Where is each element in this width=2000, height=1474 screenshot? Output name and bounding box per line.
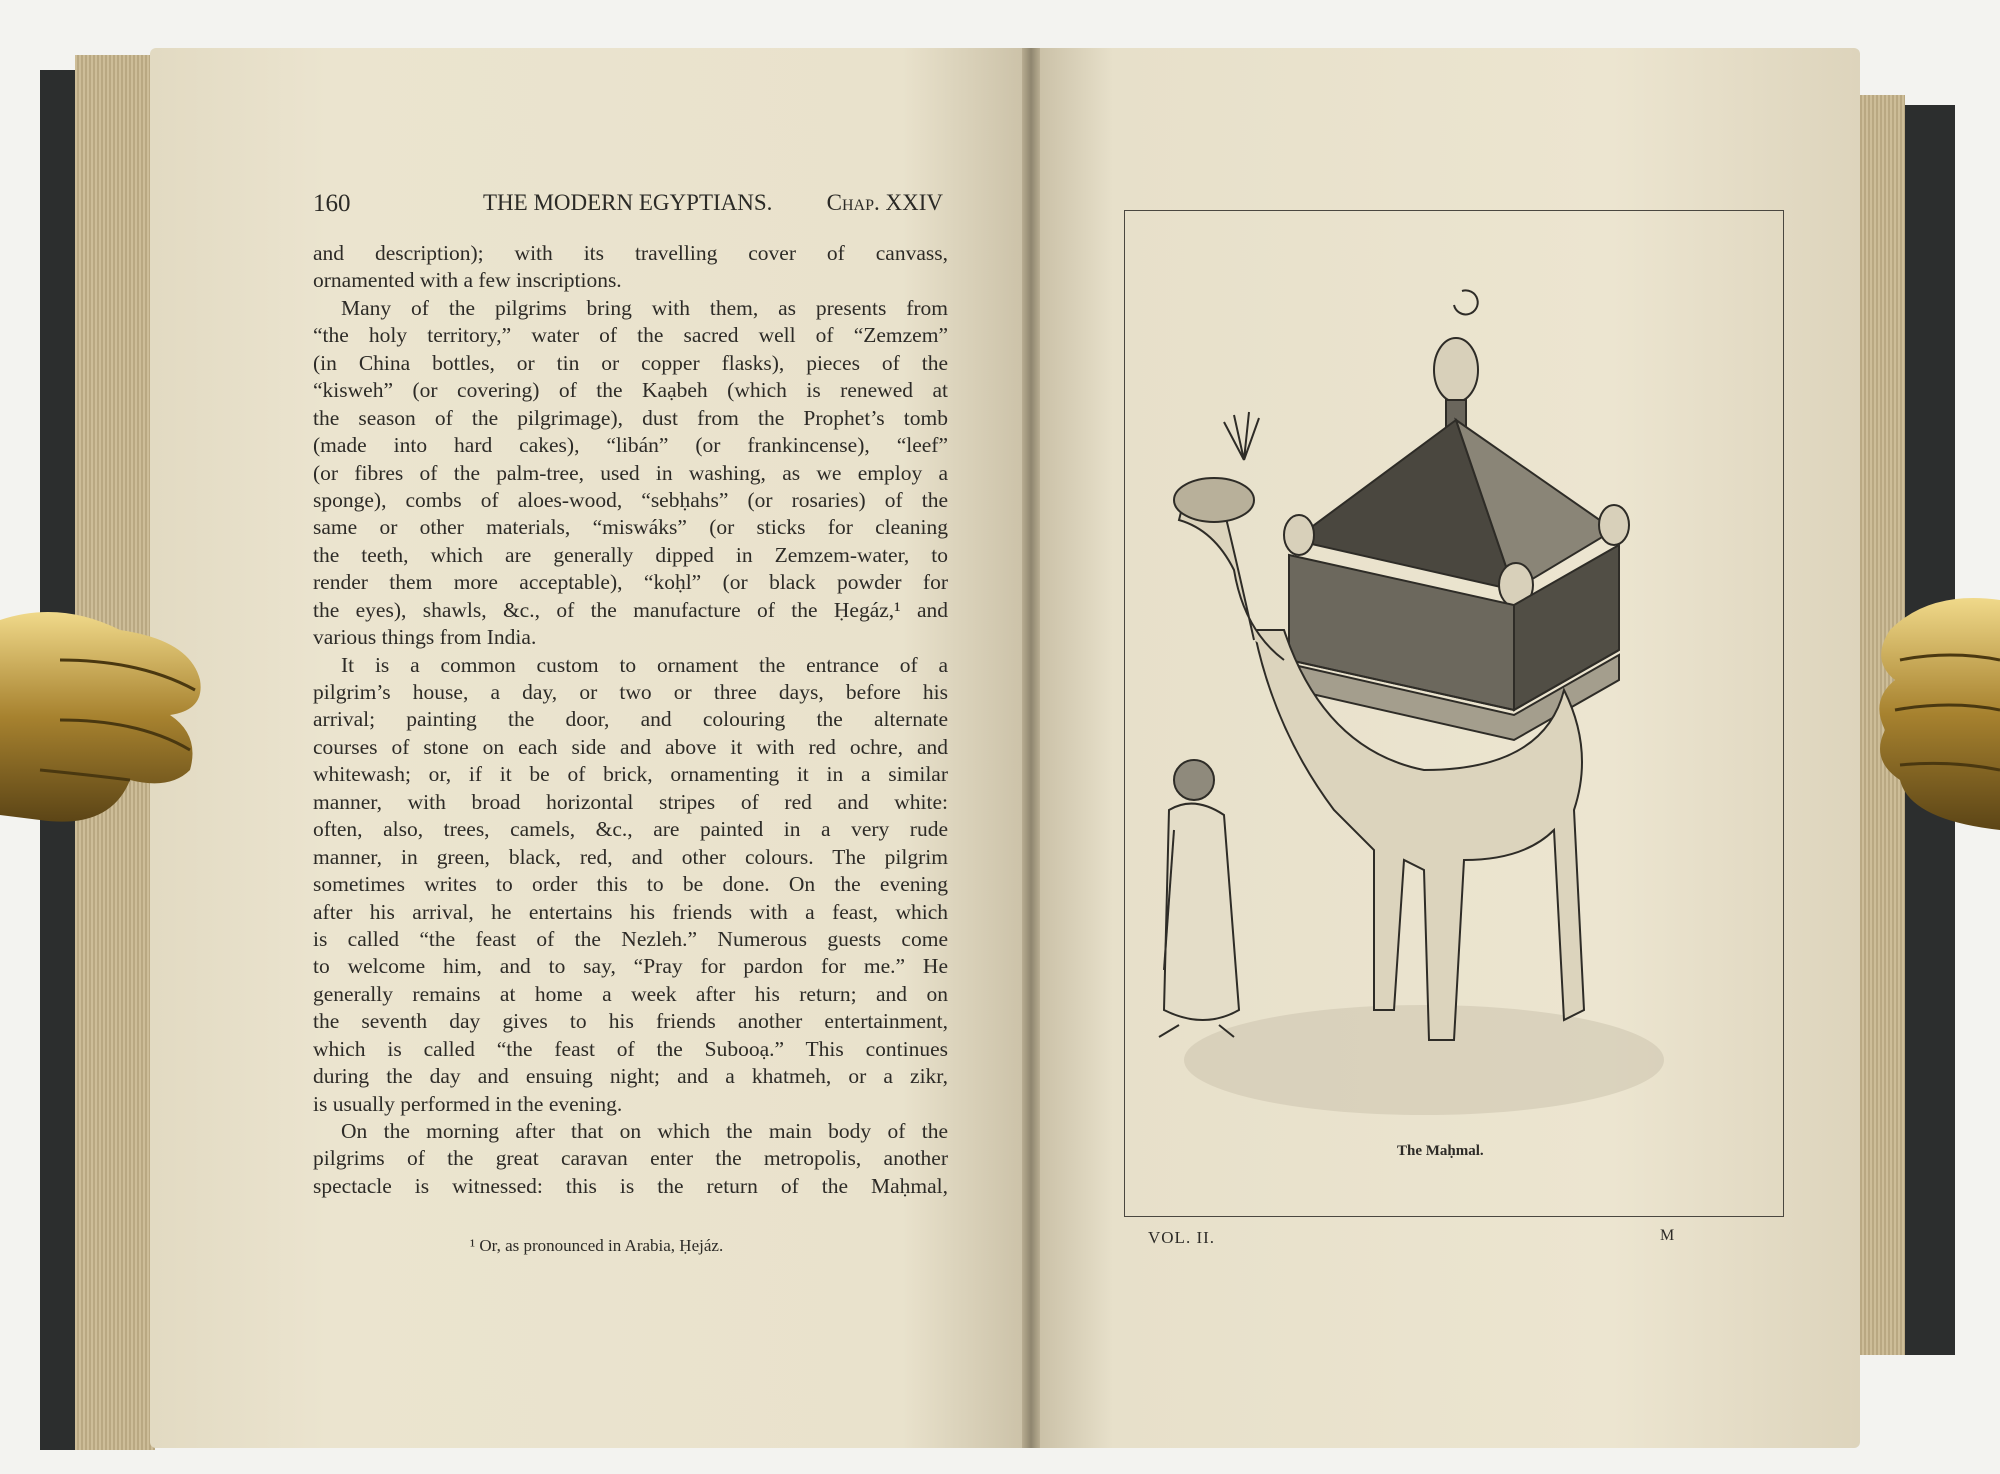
- text-line: is usually performed in the evening.: [313, 1091, 623, 1116]
- signature-mark: M: [1660, 1227, 1675, 1244]
- text-line: which is called “the feast of the Subooạ.” This continues: [313, 1036, 948, 1061]
- text-line: spectacle is witnessed: this is the return of the Maḥmal,: [313, 1173, 948, 1198]
- brass-page-clip-right: [1870, 590, 2000, 840]
- text-line: often, also, trees, camels, &c., are painted in a very rude: [313, 817, 948, 842]
- text-line: (made into hard cakes), “libán” (or frankincense), “leef”: [313, 433, 948, 458]
- running-title: THE MODERN EGYPTIANS.: [483, 190, 773, 215]
- text-line: (or fibres of the palm-tree, used in washing, as we employ a: [313, 460, 948, 485]
- text-line: “the holy territory,” water of the sacred well of “Zemzem”: [313, 323, 948, 348]
- text-line: sponge), combs of aloes-wood, “sebḥahs” (or rosaries) of the: [313, 487, 948, 512]
- chapter-label: Chap. XXIV: [826, 190, 943, 215]
- text-line: and description); with its travelling cover of canvass,: [313, 241, 948, 265]
- text-line: “kisweh” (or covering) of the Kaạbeh (which is renewed at: [313, 378, 948, 403]
- text-line: various things from India.: [313, 625, 537, 650]
- volume-label: VOL. II.: [1148, 1228, 1216, 1247]
- illustration-caption: The Maḥmal.: [1397, 1143, 1484, 1159]
- book-gutter: [1022, 48, 1040, 1448]
- footnote: ¹ Or, as pronounced in Arabia, Ḥejáz.: [470, 1236, 724, 1255]
- text-line: the eyes), shawls, &c., of the manufacture of the Ḥegáz,¹ and: [313, 597, 948, 622]
- text-line: (in China bottles, or tin or copper flasks), pieces of the: [313, 350, 948, 375]
- mahmal-engraving: [1124, 210, 1782, 1210]
- text-line: the teeth, which are generally dipped in Zemzem-water, to: [313, 542, 948, 567]
- text-line: to welcome him, and to say, “Pray for pardon for me.” He: [313, 954, 948, 979]
- body-text: [313, 240, 948, 1200]
- text-line: manner, in green, black, red, and other colours. The pilgrim: [313, 844, 948, 869]
- text-line: pilgrim’s house, a day, or two or three days, before his: [313, 680, 948, 704]
- text-line: On the morning after that on which the main body of the: [341, 1119, 948, 1143]
- text-line: sometimes writes to order this to be done. On the evening: [313, 872, 948, 897]
- text-line: during the day and ensuing night; and a khatmeh, or a zikr,: [313, 1064, 948, 1089]
- text-line: generally remains at home a week after his return; and on: [313, 981, 948, 1006]
- brass-page-clip-left: [0, 600, 205, 830]
- running-head: [313, 190, 943, 220]
- text-line: pilgrims of the great caravan enter the metropolis, another: [313, 1146, 948, 1171]
- page-number: 160: [313, 190, 351, 217]
- text-line: render them more acceptable), “koḥl” (or black powder for: [313, 570, 948, 595]
- text-line: after his arrival, he entertains his friends with a feast, which: [313, 899, 948, 924]
- text-line: the season of the pilgrimage), dust from the Prophet’s tomb: [313, 405, 948, 430]
- text-line: It is a common custom to ornament the entrance of a: [341, 652, 948, 677]
- text-line: the seventh day gives to his friends another entertainment,: [313, 1009, 948, 1034]
- text-line: is called “the feast of the Nezleh.” Numerous guests come: [313, 926, 948, 951]
- text-line: whitewash; or, if it be of brick, ornamenting it in a similar: [313, 762, 948, 787]
- text-line: Many of the pilgrims bring with them, as presents from: [341, 295, 948, 320]
- text-line: manner, with broad horizontal stripes of red and white:: [313, 789, 948, 814]
- text-line: same or other materials, “miswáks” (or sticks for cleaning: [313, 515, 948, 540]
- text-line: courses of stone on each side and above it with red ochre, and: [313, 734, 948, 759]
- text-line: ornamented with a few inscriptions.: [313, 268, 622, 293]
- text-line: arrival; painting the door, and colouring the alternate: [313, 707, 948, 732]
